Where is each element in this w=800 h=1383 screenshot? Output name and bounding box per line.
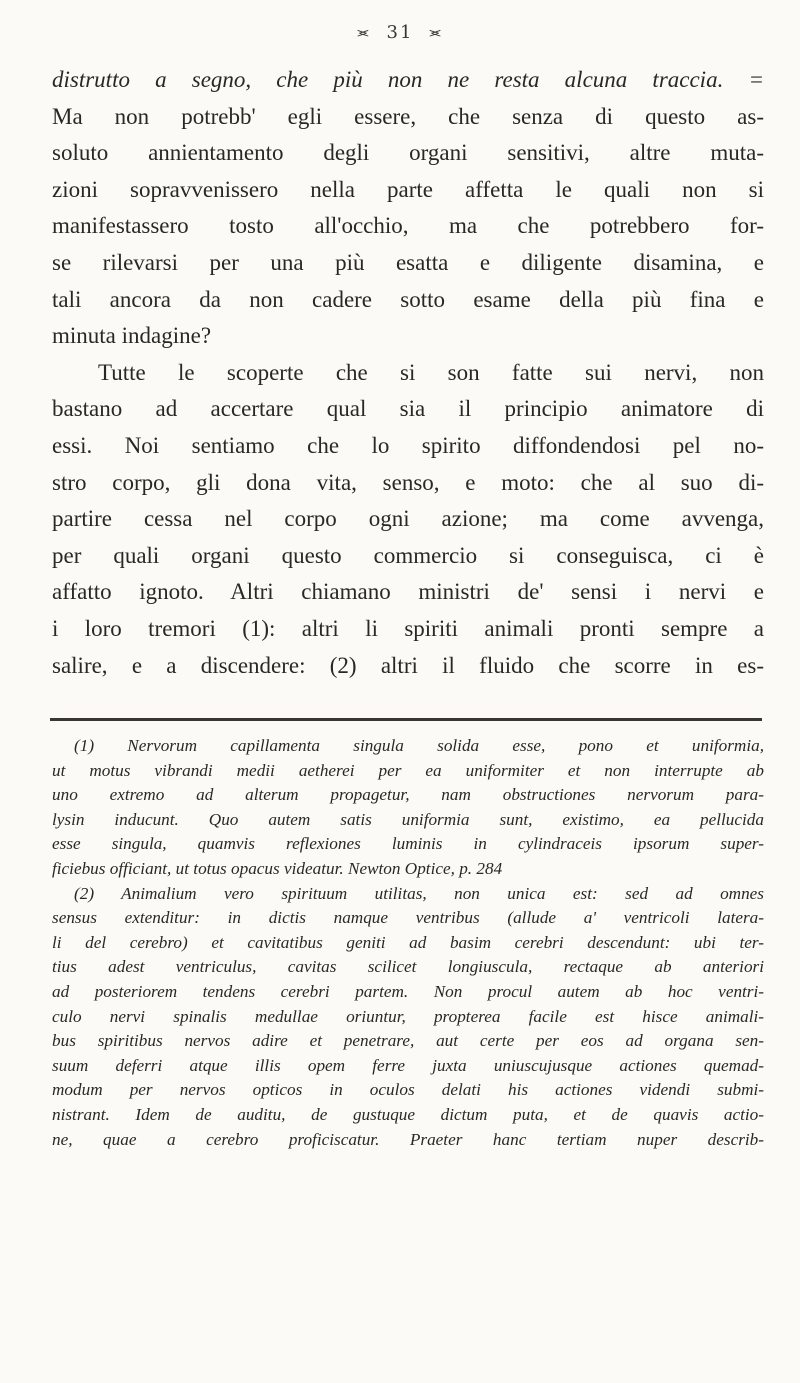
footnote-line: bus spiritibus nervos adire et penetrare, aut certe per eos ad organa sen- bbox=[52, 1031, 764, 1051]
ornament-right-icon: ⪤ bbox=[429, 25, 443, 40]
text-line: per quali organi questo commercio si conseguisca, ci è bbox=[52, 542, 764, 568]
footnote-line: ut motus vibrandi medii aetherei per ea uniformiter et non interrupte ab bbox=[52, 760, 764, 780]
text-line: distrutto a segno, che più non ne resta alcuna traccia. = bbox=[52, 67, 764, 92]
footnote-line: uno extremo ad alterum propagetur, nam obstructiones nervorum para- bbox=[52, 785, 764, 805]
text-line: Ma non potrebb' egli essere, che senza di questo as- bbox=[52, 103, 764, 129]
footnote-line: modum per nervos opticos in oculos delati his actiones videndi submi- bbox=[52, 1080, 764, 1100]
footnote-divider bbox=[50, 718, 762, 721]
page-number: 31 bbox=[386, 22, 414, 43]
text-line: Tutte le scoperte che si son fatte sui nervi, non bbox=[98, 359, 764, 385]
footnote-line: ne, quae a cerebro proficiscatur. Praeter hanc tertiam nuper describ- bbox=[52, 1129, 764, 1149]
text-line: essi. Noi sentiamo che lo spirito diffondendosi pel no- bbox=[52, 432, 764, 458]
text-line: bastano ad accertare qual sia il principio animatore di bbox=[52, 396, 764, 422]
footnote-line: suum deferri atque illis opem ferre juxta uniuscujusque actiones quemad- bbox=[52, 1055, 764, 1075]
text-line: salire, e a discendere: (2) altri il fluido che scorre in es- bbox=[52, 652, 764, 678]
text-line: zioni sopravvenissero nella parte affetta le quali non si bbox=[52, 176, 764, 202]
footnote-line: lysin inducunt. Quo autem satis uniformia sunt, existimo, ea pellucida bbox=[52, 809, 764, 829]
footnotes bbox=[52, 734, 764, 1152]
footnote-line: culo nervi spinalis medullae oriuntur, propterea facile est hisce animali- bbox=[52, 1006, 764, 1026]
text-line: se rilevarsi per una più esatta e diligente disamina, e bbox=[52, 249, 764, 275]
footnote-line: nistrant. Idem de auditu, de gustuque dictum puta, et de quavis actio- bbox=[52, 1104, 764, 1124]
main-text bbox=[52, 62, 764, 684]
text-line: soluto annientamento degli organi sensitivi, altre muta- bbox=[52, 140, 764, 166]
footnote-line: ficiebus officiant, ut totus opacus videatur. Newton Optice, p. 284 bbox=[52, 858, 503, 878]
text-line: partire cessa nel corpo ogni azione; ma come avvenga, bbox=[52, 506, 764, 532]
footnote-line: sensus extenditur: in dictis namque ventribus (allude a' ventricoli latera- bbox=[52, 908, 764, 928]
footnote-line: (2) Animalium vero spirituum utilitas, non unica est: sed ad omnes bbox=[74, 883, 764, 903]
footnote-line: esse singula, quamvis reflexiones luminis in cylindraceis ipsorum super- bbox=[52, 834, 764, 854]
text-line: i loro tremori (1): altri li spiriti animali pronti sempre a bbox=[52, 615, 764, 641]
footnote-line: li del cerebro) et cavitatibus geniti ad basim cerebri descendunt: ubi ter- bbox=[52, 932, 764, 952]
footnote-line: (1) Nervorum capillamenta singula solida esse, pono et uniformia, bbox=[74, 736, 764, 755]
ornament-left-icon: ⪤ bbox=[357, 25, 371, 40]
page-header bbox=[0, 22, 800, 43]
footnote-line: ad posteriorem tendens cerebri partem. Non procul autem ab hoc ventri- bbox=[52, 981, 764, 1001]
text-line: minuta indagine? bbox=[52, 323, 212, 349]
footnote-line: tius adest ventriculus, cavitas scilicet longiuscula, rectaque ab anteriori bbox=[52, 957, 764, 977]
text-line: manifestassero tosto all'occhio, ma che potrebbero for- bbox=[52, 213, 764, 239]
text-line: tali ancora da non cadere sotto esame della più fina e bbox=[52, 286, 764, 312]
text-line: affatto ignoto. Altri chiamano ministri de' sensi i nervi e bbox=[52, 579, 764, 605]
text-line: stro corpo, gli dona vita, senso, e moto: che al suo di- bbox=[52, 469, 764, 495]
